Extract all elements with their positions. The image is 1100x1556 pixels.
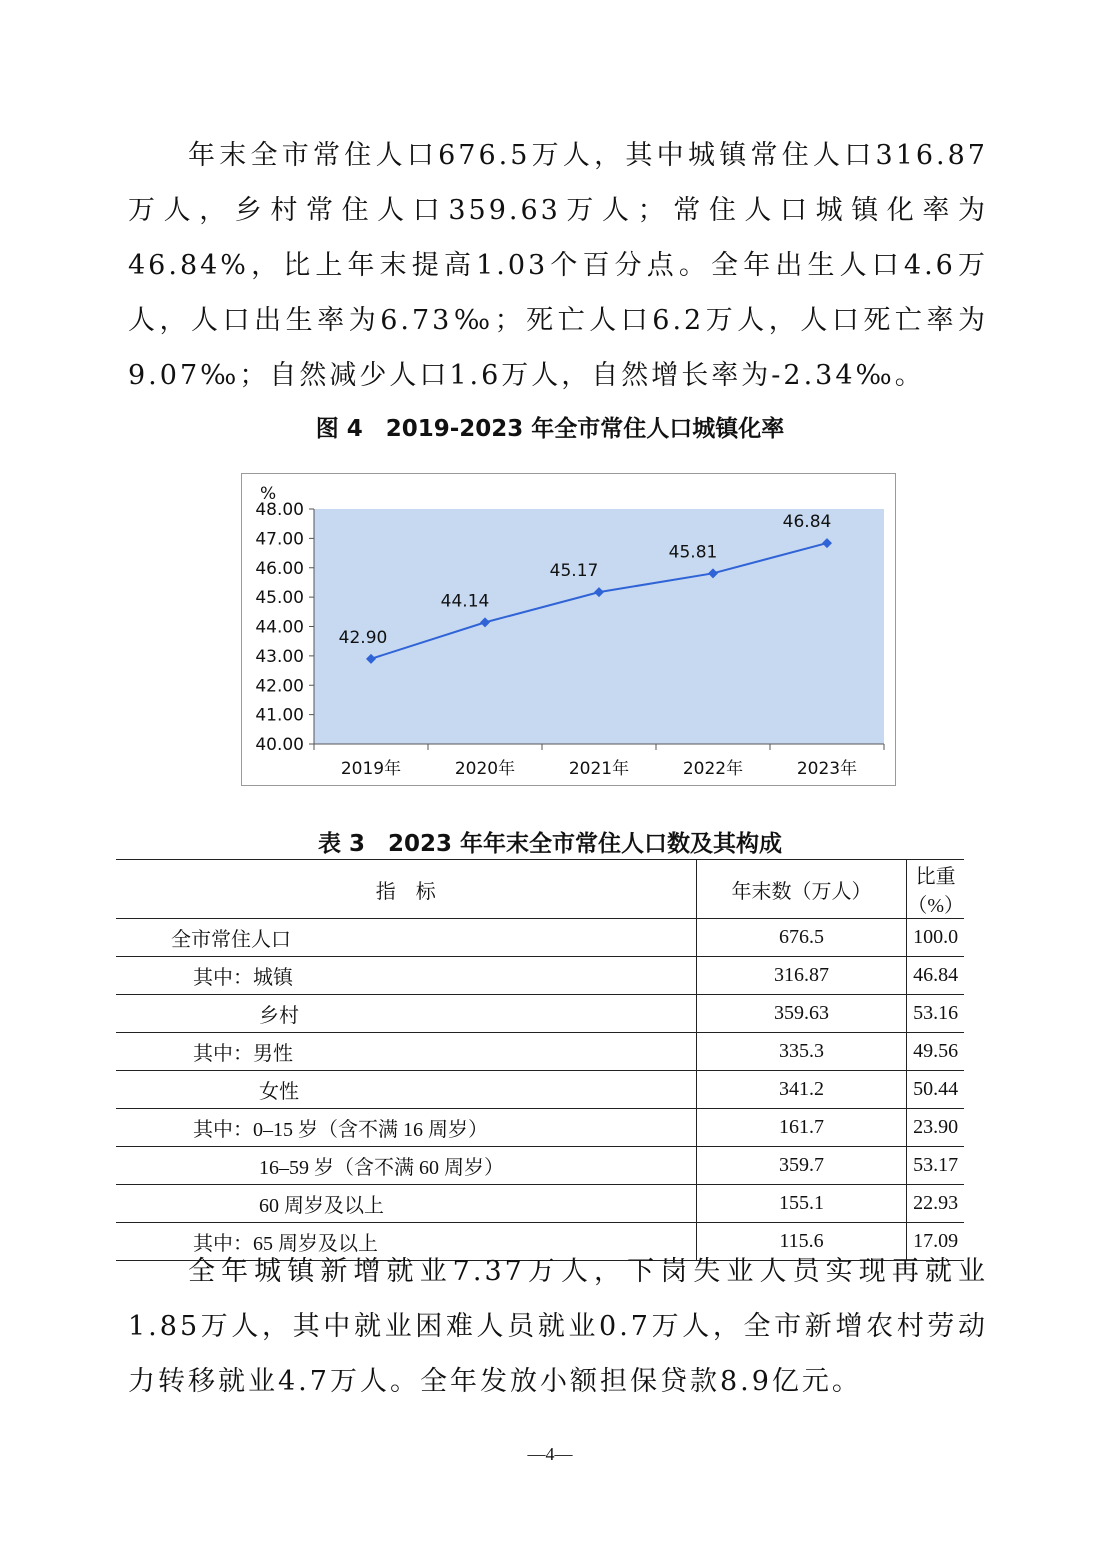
row-label: 其中：0–15 岁（含不满 16 周岁） xyxy=(116,1109,696,1147)
row-label: 乡村 xyxy=(116,995,696,1033)
data-label: 45.81 xyxy=(668,542,718,563)
x-tick-label: 2021年 xyxy=(568,759,630,779)
y-tick-label: 48.00 xyxy=(255,500,304,520)
y-tick-label: 45.00 xyxy=(255,588,304,609)
row-value: 676.5 xyxy=(696,919,907,957)
y-axis xyxy=(255,500,314,755)
table-row xyxy=(116,919,964,957)
data-label: 45.17 xyxy=(549,561,599,582)
row-label: 其中：城镇 xyxy=(116,957,696,995)
table-header-row xyxy=(116,860,964,919)
x-tick-label: 2022年 xyxy=(682,759,744,779)
row-label: 60 周岁及以上 xyxy=(116,1185,696,1223)
y-tick-label: 43.00 xyxy=(255,646,304,667)
table-row xyxy=(116,1033,964,1071)
row-share: 46.84 xyxy=(907,957,964,995)
row-share: 49.56 xyxy=(907,1033,964,1071)
y-tick-label: 41.00 xyxy=(255,705,304,726)
row-value: 341.2 xyxy=(696,1071,907,1109)
data-label: 46.84 xyxy=(782,512,832,533)
header-indicator: 指 标 xyxy=(116,860,696,919)
urbanization-chart xyxy=(241,473,896,786)
row-share: 17.09 xyxy=(907,1223,964,1261)
row-value: 155.1 xyxy=(696,1185,907,1223)
row-share: 53.16 xyxy=(907,995,964,1033)
table-row xyxy=(116,1109,964,1147)
row-label: 全市常住人口 xyxy=(116,919,696,957)
row-value: 335.3 xyxy=(696,1033,907,1071)
row-share: 53.17 xyxy=(907,1147,964,1185)
row-value: 359.63 xyxy=(696,995,907,1033)
row-share: 50.44 xyxy=(907,1071,964,1109)
row-value: 161.7 xyxy=(696,1109,907,1147)
row-label: 其中：男性 xyxy=(116,1033,696,1071)
y-axis-unit: % xyxy=(260,484,277,504)
row-label: 女性 xyxy=(116,1071,696,1109)
row-label: 16–59 岁（含不满 60 周岁） xyxy=(116,1147,696,1185)
row-value: 359.7 xyxy=(696,1147,907,1185)
y-tick-label: 42.00 xyxy=(255,676,304,697)
row-share: 22.93 xyxy=(907,1185,964,1223)
row-share: 23.90 xyxy=(907,1109,964,1147)
table-caption: 表 3 2023 年年末全市常住人口数及其构成 xyxy=(317,831,783,857)
header-share: 比重（%） xyxy=(907,860,964,919)
y-tick-label: 47.00 xyxy=(255,529,304,550)
intro-paragraph: 年末全市常住人口676.5万人，其中城镇常住人口316.87万人，乡村常住人口359.63万人；常住人口城镇化率为46.84%，比上年末提高1.03个百分点。全年出生人口4.6万人，人口出生率为6.73‰；死亡人口6.2万人，人口死亡率为9.07‰；自然减少人口1.6万人，自然增长率为-2.34‰。 xyxy=(128,140,988,391)
figure-caption: 图 4 2019-2023 年全市常住人口城镇化率 xyxy=(315,416,785,442)
x-tick-label: 2023年 xyxy=(796,759,858,779)
table-row xyxy=(116,1071,964,1109)
row-value: 316.87 xyxy=(696,957,907,995)
y-tick-label: 40.00 xyxy=(255,735,304,755)
row-share: 100.0 xyxy=(907,919,964,957)
row-value: 115.6 xyxy=(696,1223,907,1261)
header-year-end-count: 年末数（万人） xyxy=(696,860,907,919)
table-row xyxy=(116,957,964,995)
data-label: 42.90 xyxy=(338,627,388,648)
row-label: 其中：65 周岁及以上 xyxy=(116,1223,696,1261)
table-row xyxy=(116,1147,964,1185)
data-label: 44.14 xyxy=(440,591,490,612)
employment-paragraph: 全年城镇新增就业7.37万人，下岗失业人员实现再就业1.85万人，其中就业困难人员就业0.7万人，全市新增农村劳动力转移就业4.7万人。全年发放小额担保贷款8.9亿元。 xyxy=(128,1256,988,1397)
table-row xyxy=(116,995,964,1033)
y-tick-label: 46.00 xyxy=(255,558,304,579)
page-number: —4— xyxy=(527,1444,573,1464)
table-row xyxy=(116,1185,964,1223)
chart-svg xyxy=(242,474,897,787)
x-tick-label: 2020年 xyxy=(454,759,516,779)
x-tick-label: 2019年 xyxy=(340,759,402,779)
plot-area xyxy=(314,509,884,744)
x-axis xyxy=(314,744,884,779)
population-table xyxy=(116,859,964,1261)
y-tick-label: 44.00 xyxy=(255,617,304,638)
